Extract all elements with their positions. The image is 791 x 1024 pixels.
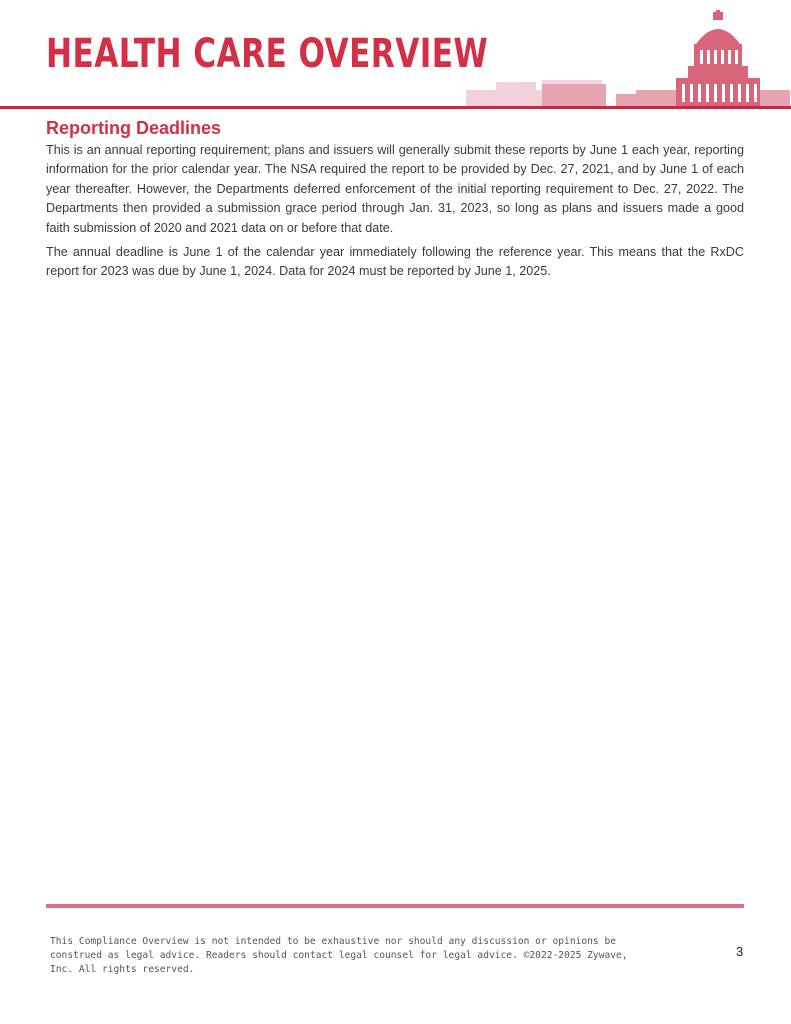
section-heading: Reporting Deadlines <box>46 118 222 138</box>
footer-divider <box>46 904 744 908</box>
page-number: 3 <box>736 944 744 959</box>
paragraph: This is an annual reporting requirement; plans and issuers will generally submit these reports by June 1 each year, reporting information for the prior calendar year. The NSA required the report to be provided by Dec. 27, 2021, and by June 1 of each year thereafter. However, the Departments deferred enforcement of the initial reporting requirement to Dec. 27, 2022. The Departments then provided a submission grace period through Jan. 31, 2023, so long as plans and issuers made a good faith submission of 2020 and 2021 data on or before that date. <box>46 143 744 235</box>
header-divider <box>0 106 791 109</box>
footer-disclaimer: This Compliance Overview is not intended to be exhaustive nor should any discussion or opinions be construed as legal advice. Readers should contact legal counsel for legal advice. ©2022-2025 Zywave, Inc. All rights reserved. <box>50 936 628 976</box>
paragraph: The annual deadline is June 1 of the calendar year immediately following the reference year. This means that the RxDC report for 2023 was due by June 1, 2024. Data for 2024 must be reported by June 1, 2025. <box>46 245 744 279</box>
page-title: HEALTH CARE OVERVIEW <box>46 31 489 77</box>
capitol-building-icon <box>466 10 790 110</box>
